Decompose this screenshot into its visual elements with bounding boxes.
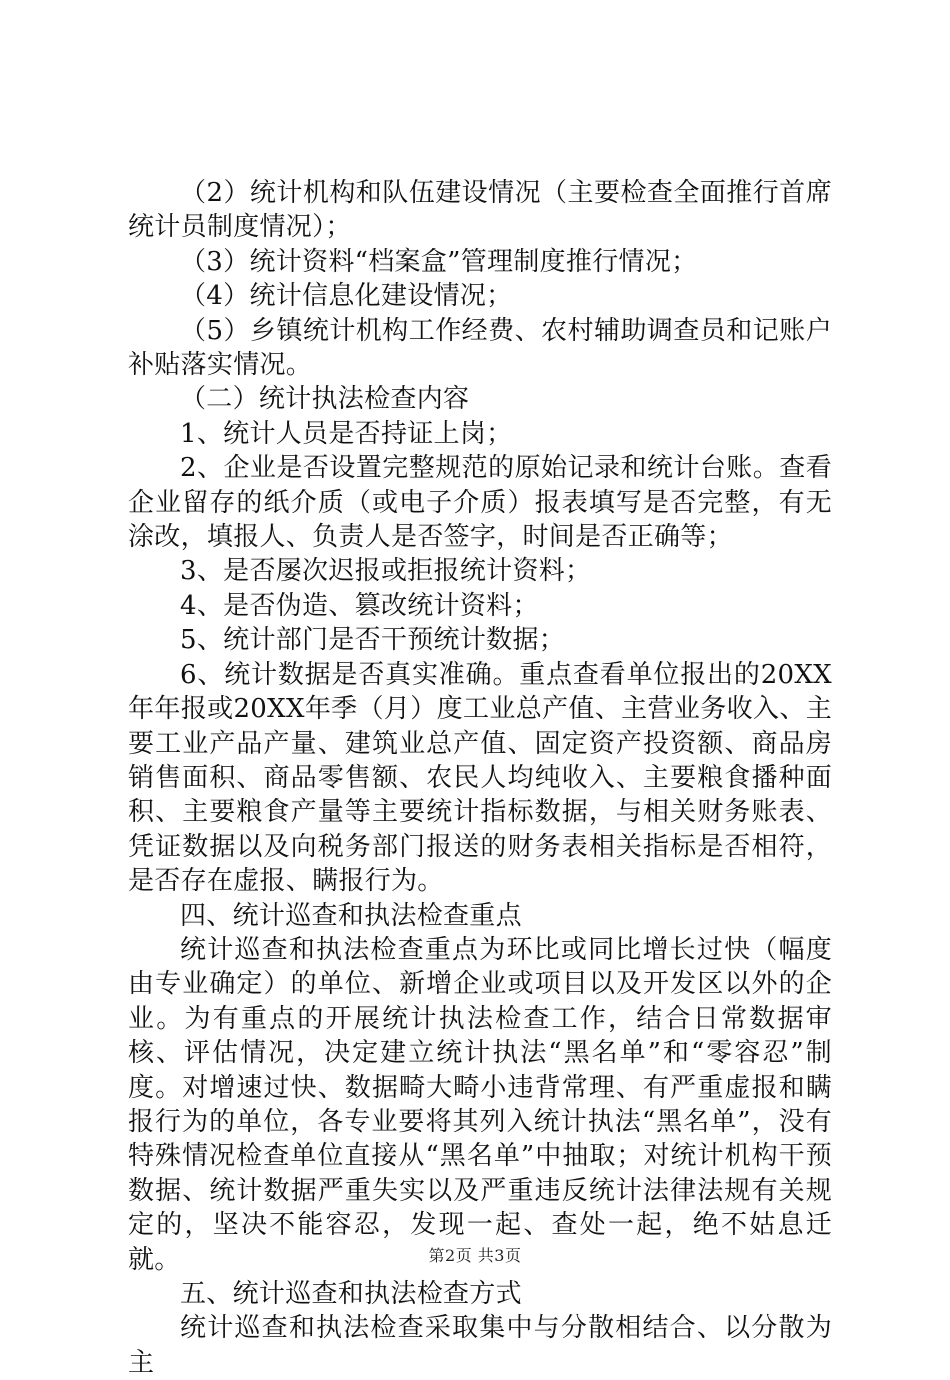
paragraph-point-3: 3、是否屡次迟报或拒报统计资料； xyxy=(180,556,592,587)
paragraph-point-6: 6、统计数据是否真实准确。重点查看单位报出的20XX年年报或20XX年季（月）度工业总产值、主营业务收入、主要工业产品产量、建筑业总产值、固定资产投资额、商品房销售面积、商品零售额、农民人均纯收入、主要粮食播种面积、主要粮食产量等主要统计指标数据，与相关财务账表、凭证数据以及向税务部门报送的财务表相关指标是否相符，是否存在虚报、瞒报行为。 xyxy=(128,659,832,897)
document-body xyxy=(128,176,832,1380)
section-heading-key-points: 四、统计巡查和执法检查重点 xyxy=(180,900,522,931)
paragraph-point-1: 1、统计人员是否持证上岗； xyxy=(180,418,513,449)
paragraph-item-4: （4）统计信息化建设情况； xyxy=(180,281,513,312)
paragraph-point-4: 4、是否伪造、篡改统计资料； xyxy=(180,590,539,621)
paragraph-item-3: （3）统计资料“档案盒”管理制度推行情况； xyxy=(180,246,698,277)
paragraph-item-5: （5）乡镇统计机构工作经费、农村辅助调查员和记账户补贴落实情况。 xyxy=(128,315,832,381)
paragraph-methods: 统计巡查和执法检查采取集中与分散相结合、以分散为主 xyxy=(128,1313,832,1378)
page-indicator: 第2页 共3页 xyxy=(428,1246,522,1265)
page-footer xyxy=(0,1246,950,1266)
paragraph-item-2: （2）统计机构和队伍建设情况（主要检查全面推行首席统计员制度情况）； xyxy=(128,178,832,243)
paragraph-point-5: 5、统计部门是否干预统计数据； xyxy=(180,625,566,656)
section-heading-methods: 五、统计巡查和执法检查方式 xyxy=(180,1279,522,1309)
paragraph-key-points: 统计巡查和执法检查重点为环比或同比增长过快（幅度由专业确定）的单位、新增企业或项目以及开发区以外的企业。为有重点的开展统计执法检查工作，结合日常数据审核、评估情况，决定建立统计执法“黑名单”和“零容忍”制度。对增速过快、数据畸大畸小违背常理、有严重虚报和瞒报行为的单位，各专业要将其列入统计执法“黑名单”，没有特殊情况检查单位直接从“黑名单”中抽取；对统计机构干预数据、统计数据严重失实以及严重违反统计法律法规有关规定的，坚决不能容忍，发现一起、查处一起，绝不姑息迁就。 xyxy=(128,934,832,1275)
section-heading-enforcement-content: （二）统计执法检查内容 xyxy=(180,384,470,415)
paragraph-point-2: 2、企业是否设置完整规范的原始记录和统计台账。查看企业留存的纸介质（或电子介质）报表填写是否完整，有无涂改，填报人、负责人是否签字，时间是否正确等； xyxy=(128,453,832,553)
